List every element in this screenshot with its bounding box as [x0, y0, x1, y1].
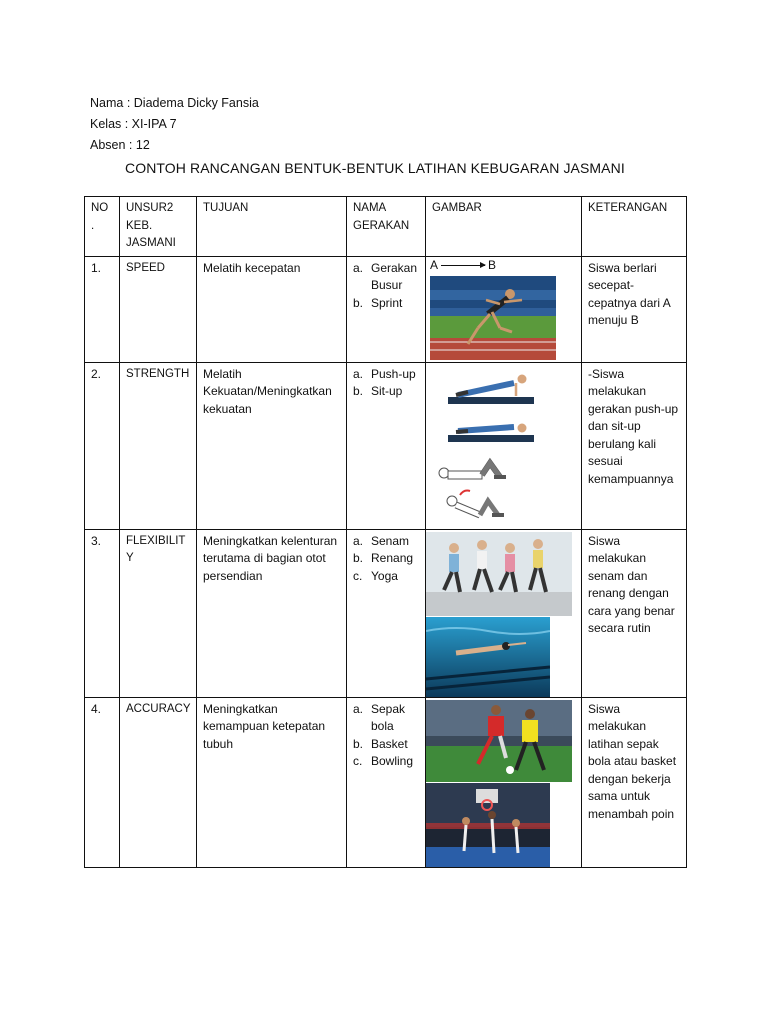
- row-tujuan: Meningkatkan kemampuan ketepatan tubuh: [197, 697, 347, 867]
- gerakan-item: Basket: [371, 736, 408, 751]
- document-title: CONTOH RANCANGAN BENTUK-BENTUK LATIHAN KEBUGARAN JASMANI: [125, 160, 625, 176]
- student-name: Nama : Diadema Dicky Fansia: [90, 96, 259, 110]
- col-header-gambar: GAMBAR: [426, 197, 582, 257]
- table-row: [85, 697, 687, 867]
- row-tujuan: Meningkatkan kelenturan terutama di bagian otot persendian: [197, 529, 347, 697]
- col-header-tujuan: TUJUAN: [197, 197, 347, 257]
- pushup-situp-image: [430, 367, 570, 525]
- row-no: 3.: [85, 529, 120, 697]
- gerakan-item: Sprint: [371, 295, 403, 310]
- gerakan-item: Gerakan Busur: [371, 260, 418, 292]
- exercise-table: [84, 196, 687, 868]
- row-unsur: ACCURACY: [120, 697, 197, 867]
- row-gambar: [426, 529, 582, 697]
- row-gambar: [426, 256, 582, 362]
- table-row: [85, 256, 687, 362]
- gerakan-item: Push-up: [371, 366, 416, 381]
- row-gambar: [426, 362, 582, 529]
- row-keterangan: -Siswa melakukan gerakan push-up dan sit-up berulang kali sesuai kemampuannya: [582, 362, 687, 529]
- gerakan-item: Yoga: [371, 568, 398, 583]
- row-gerakan: a. Push-up b. Sit-up: [347, 362, 426, 529]
- row-gambar: [426, 697, 582, 867]
- soccer-image: [426, 700, 572, 782]
- col-header-keterangan: KETERANGAN: [582, 197, 687, 257]
- student-class: Kelas : XI-IPA 7: [90, 117, 177, 131]
- table-row: [85, 529, 687, 697]
- row-keterangan: Siswa melakukan senam dan renang dengan cara yang benar secara rutin: [582, 529, 687, 697]
- gerakan-item: Renang: [371, 551, 414, 565]
- table-row: [85, 362, 687, 529]
- row-no: 2.: [85, 362, 120, 529]
- gerakan-item: Bowling: [371, 754, 414, 768]
- col-header-gerakan: NAMA GERAKAN: [347, 197, 426, 257]
- col-header-no: NO .: [85, 197, 120, 257]
- row-gerakan: a. Senam b. Renang c. Yoga: [347, 529, 426, 697]
- gerakan-item: Sit-up: [371, 384, 403, 398]
- row-unsur: FLEXIBILIT Y: [120, 529, 197, 697]
- a-to-b-arrow: A B: [430, 257, 497, 272]
- row-gerakan: a. Gerakan Busur b. Sprint: [347, 256, 426, 362]
- row-unsur: STRENGTH: [120, 362, 197, 529]
- row-tujuan: Melatih Kekuatan/Meningkatkan kekuatan: [197, 362, 347, 529]
- sprinter-image: [430, 276, 556, 360]
- table-header-row: [85, 197, 687, 257]
- row-no: 4.: [85, 697, 120, 867]
- row-no: 1.: [85, 256, 120, 362]
- row-keterangan: Siswa berlari secepat-cepatnya dari A menuju B: [582, 256, 687, 362]
- gerakan-item: Senam: [371, 533, 410, 548]
- gerakan-item: Sepak bola: [371, 701, 406, 733]
- swimmer-image: [426, 617, 550, 697]
- row-gerakan: a. Sepak bola b. Basket c. Bowling: [347, 697, 426, 867]
- col-header-unsur: UNSUR2 KEB. JASMANI: [120, 197, 197, 257]
- student-absen: Absen : 12: [90, 138, 150, 152]
- row-tujuan: Melatih kecepatan: [197, 256, 347, 362]
- gym-dance-image: [426, 532, 572, 616]
- row-keterangan: Siswa melakukan latihan sepak bola atau basket dengan bekerja sama untuk menambah poin: [582, 697, 687, 867]
- row-unsur: SPEED: [120, 256, 197, 362]
- basketball-image: [426, 783, 550, 867]
